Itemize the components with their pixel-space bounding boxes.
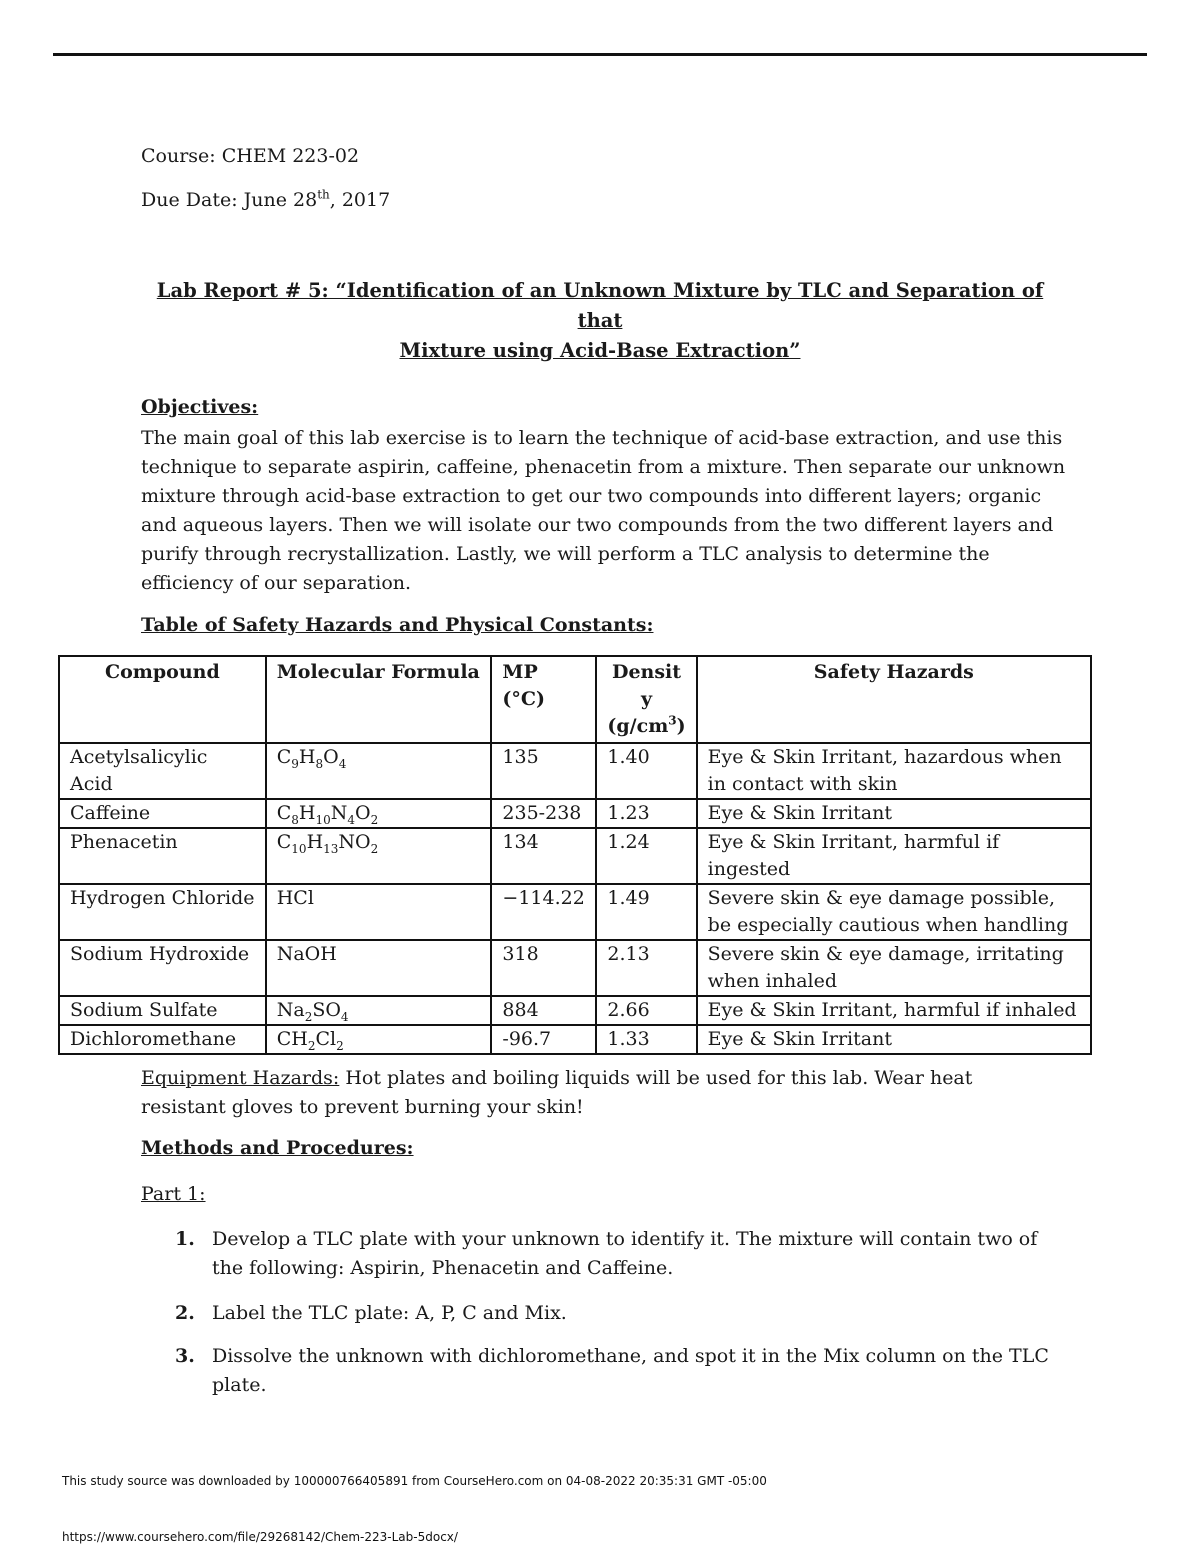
- cell-hazards: Eye & Skin Irritant: [697, 1025, 1091, 1054]
- table-row: [59, 828, 1091, 884]
- col-density-unit: [607, 713, 685, 740]
- formula-element: SO: [312, 999, 341, 1021]
- cell-compound: Acetylsalicylic Acid: [59, 743, 266, 799]
- step-text: Label the TLC plate: A, P, C and Mix.: [212, 1302, 567, 1324]
- cell-compound: Sodium Sulfate: [59, 996, 266, 1025]
- table-row: [59, 884, 1091, 940]
- formula-subscript: 2: [336, 1038, 344, 1053]
- formula-element: C: [276, 831, 292, 853]
- formula-element: CH: [276, 1028, 308, 1050]
- step-text: Dissolve the unknown with dichloromethane, and spot it in the Mix column on the TLC plate.: [212, 1345, 1049, 1396]
- formula-element: N: [330, 802, 348, 824]
- objectives-heading: Objectives:: [141, 396, 259, 418]
- course-label: Course: CHEM 223-02: [141, 145, 360, 167]
- cell-formula: [266, 996, 492, 1025]
- col-compound: Compound: [59, 656, 266, 743]
- formula-subscript: 9: [291, 756, 299, 771]
- part-label: Part 1:: [141, 1183, 206, 1205]
- cell-density: 1.23: [596, 799, 696, 828]
- due-date-sup: th: [317, 187, 330, 202]
- table-heading: Table of Safety Hazards and Physical Constants:: [141, 614, 654, 636]
- cell-density: 1.24: [596, 828, 696, 884]
- formula-subscript: 4: [340, 1009, 349, 1024]
- formula-subscript: 10: [315, 812, 331, 827]
- formula-element: HCl: [276, 887, 314, 909]
- equipment-text: Hot plates and boiling liquids will be used for this lab. Wear heat resistant gloves to prevent burning your skin!: [141, 1067, 973, 1118]
- equipment-hazards: [141, 1064, 1061, 1122]
- cell-mp: 884: [491, 996, 596, 1025]
- cell-compound: Hydrogen Chloride: [59, 884, 266, 940]
- hazards-table: [58, 655, 1092, 1055]
- due-date: [141, 189, 390, 211]
- formula-element: O: [323, 746, 339, 768]
- cell-hazards: Eye & Skin Irritant, harmful if ingested: [697, 828, 1091, 884]
- cell-compound: Caffeine: [59, 799, 266, 828]
- col-hazards: Safety Hazards: [697, 656, 1091, 743]
- cell-formula: [266, 1025, 492, 1054]
- cell-formula: [266, 940, 492, 996]
- formula-subscript: 2: [304, 1009, 313, 1024]
- cell-compound: Sodium Hydroxide: [59, 940, 266, 996]
- cell-compound: Phenacetin: [59, 828, 266, 884]
- table-row: [59, 743, 1091, 799]
- formula-subscript: 2: [307, 1038, 316, 1053]
- report-title-line1: Lab Report # 5: “Identification of an Unknown Mixture by TLC and Separation of that: [156, 279, 1044, 332]
- col-density-c: (g/cm: [607, 715, 669, 737]
- cell-mp: −114.22: [491, 884, 596, 940]
- step-text: Develop a TLC plate with your unknown to identify it. The mixture will contain two of the following: Aspirin, Phenacetin and Caffeine.: [212, 1228, 1038, 1279]
- formula-subscript: 4: [338, 756, 347, 771]
- cell-density: 1.33: [596, 1025, 696, 1054]
- formula-element: C: [276, 746, 292, 768]
- formula-element: Cl: [315, 1028, 337, 1050]
- cell-density: 1.40: [596, 743, 696, 799]
- report-title: [150, 276, 1050, 366]
- cell-mp: 135: [491, 743, 596, 799]
- cell-formula: [266, 828, 492, 884]
- objectives-text: The main goal of this lab exercise is to learn the technique of acid-base extraction, and use this technique to separate aspirin, caffeine, phenacetin from a mixture. Then separate our unknown mixture through acid-base extraction to get our two compounds into different layers; organic and aqueous layers. Then we will isolate our two compounds from the two different layers and purify through recrystallization. Lastly, we will perform a TLC analysis to determine the efficiency of our separation.: [141, 427, 1066, 594]
- step-number: 1.: [175, 1228, 195, 1250]
- formula-element: H: [298, 802, 316, 824]
- due-date-suffix: , 2017: [329, 189, 391, 211]
- col-density-d: ): [676, 715, 686, 737]
- footer-url[interactable]: https://www.coursehero.com/file/29268142/Chem-223-Lab-5docx/: [62, 1530, 458, 1544]
- report-title-line2: Mixture using Acid-Base Extraction”: [399, 339, 801, 362]
- table-header-row: [59, 656, 1091, 743]
- methods-heading: Methods and Procedures:: [141, 1137, 414, 1159]
- formula-subscript: 8: [315, 756, 324, 771]
- cell-formula: [266, 799, 492, 828]
- col-density-a: Densit: [611, 661, 682, 683]
- top-rule: [53, 53, 1147, 56]
- cell-mp: 318: [491, 940, 596, 996]
- col-density-sup: 3: [668, 713, 677, 728]
- formula-element: Na: [276, 999, 305, 1021]
- formula-element: O: [355, 802, 371, 824]
- formula-subscript: 2: [370, 841, 379, 856]
- cell-mp: 235-238: [491, 799, 596, 828]
- table-row: [59, 799, 1091, 828]
- cell-formula: [266, 743, 492, 799]
- col-formula: Molecular Formula: [266, 656, 492, 743]
- formula-subscript: 2: [370, 812, 379, 827]
- col-density-b: y: [641, 688, 653, 710]
- cell-mp: -96.7: [491, 1025, 596, 1054]
- cell-formula: [266, 884, 492, 940]
- table-row: [59, 940, 1091, 996]
- formula-element: NO: [338, 831, 371, 853]
- footer-source: This study source was downloaded by 100000766405891 from CourseHero.com on 04-08-2022 20:35:31 GMT -05:00: [62, 1474, 767, 1488]
- formula-subscript: 8: [291, 812, 299, 827]
- col-mp: MP (°C): [491, 656, 596, 743]
- step-number: 3.: [175, 1345, 195, 1367]
- formula-subscript: 13: [323, 841, 339, 856]
- table-row: [59, 996, 1091, 1025]
- equipment-label: Equipment Hazards:: [141, 1067, 340, 1089]
- formula-subscript: 10: [291, 841, 307, 856]
- cell-density: 2.66: [596, 996, 696, 1025]
- formula-subscript: 4: [347, 812, 356, 827]
- formula-element: H: [306, 831, 324, 853]
- step-number: 2.: [175, 1302, 195, 1324]
- table-row: [59, 1025, 1091, 1054]
- cell-hazards: Eye & Skin Irritant: [697, 799, 1091, 828]
- cell-compound: Dichloromethane: [59, 1025, 266, 1054]
- due-date-prefix: Due Date: June 28: [141, 189, 318, 211]
- cell-hazards: Severe skin & eye damage, irritating when inhaled: [697, 940, 1091, 996]
- cell-hazards: Severe skin & eye damage possible, be especially cautious when handling: [697, 884, 1091, 940]
- cell-density: 2.13: [596, 940, 696, 996]
- cell-hazards: Eye & Skin Irritant, harmful if inhaled: [697, 996, 1091, 1025]
- formula-element: NaOH: [276, 943, 337, 965]
- cell-hazards: Eye & Skin Irritant, hazardous when in contact with skin: [697, 743, 1091, 799]
- col-density: [596, 656, 696, 743]
- cell-density: 1.49: [596, 884, 696, 940]
- formula-element: C: [276, 802, 292, 824]
- formula-element: H: [298, 746, 316, 768]
- cell-mp: 134: [491, 828, 596, 884]
